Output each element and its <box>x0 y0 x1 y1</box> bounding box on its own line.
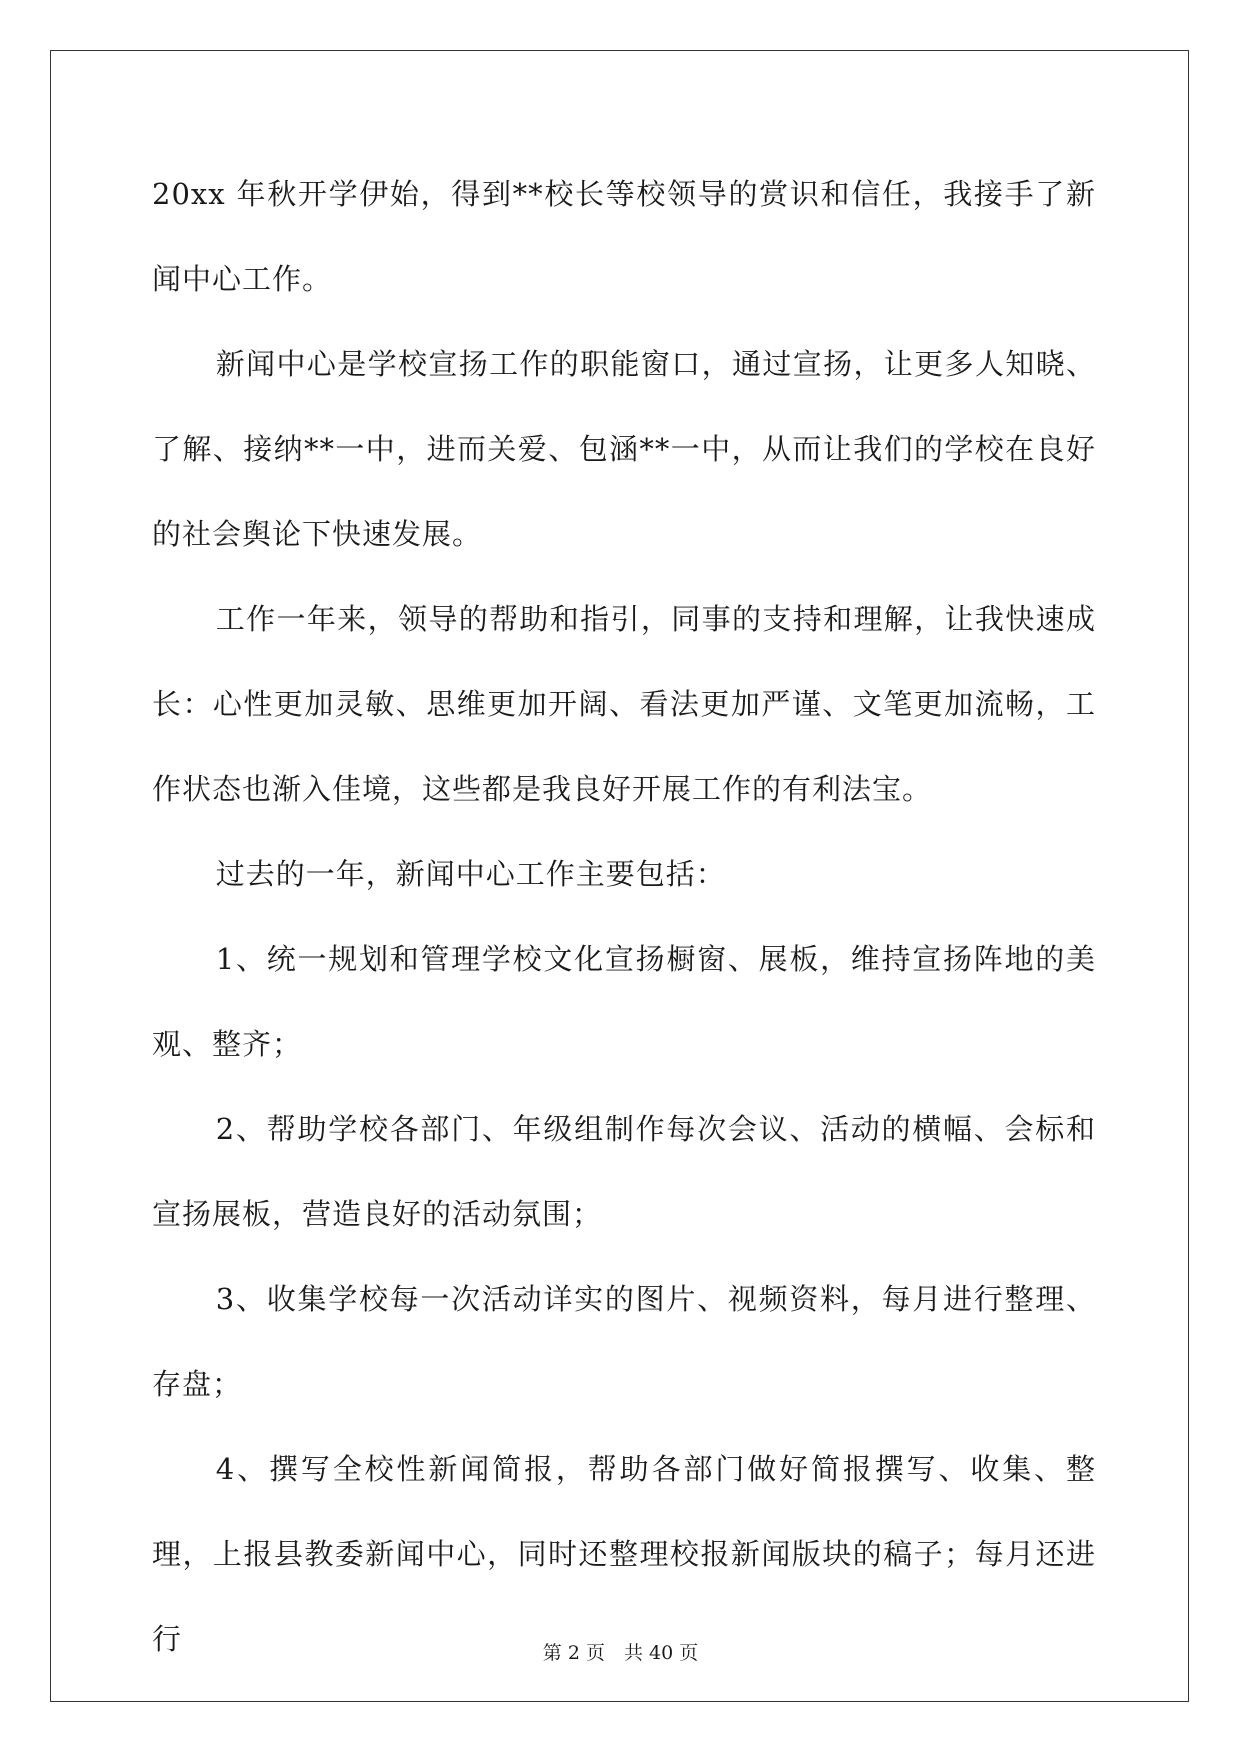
list-item-3: 3、收集学校每一次活动详实的图片、视频资料，每月进行整理、存盘； <box>152 1282 1096 1401</box>
paragraph-2: 新闻中心是学校宣扬工作的职能窗口，通过宣扬，让更多人知晓、了解、接纳**一中，进而关爱、包涵**一中，从而让我们的学校在良好的社会舆论下快速发展。 <box>152 347 1096 551</box>
list-item-1: 1、统一规划和管理学校文化宣扬橱窗、展板，维持宣扬阵地的美观、整齐； <box>152 942 1096 1061</box>
paragraph-4: 过去的一年，新闻中心工作主要包括： <box>215 857 726 891</box>
paragraph-3: 工作一年来，领导的帮助和指引，同事的支持和理解，让我快速成长：心性更加灵敏、思维更加开阔、看法更加严谨、文笔更加流畅，工作状态也渐入佳境，这些都是我良好开展工作的有利法宝。 <box>152 602 1096 806</box>
document-body <box>152 152 1096 1682</box>
list-item-4: 4、撰写全校性新闻简报，帮助各部门做好简报撰写、收集、整理，上报县教委新闻中心，同时还整理校报新闻版块的稿子；每月还进行 <box>152 1452 1096 1656</box>
paragraph-1: 20xx 年秋开学伊始，得到**校长等校领导的赏识和信任，我接手了新闻中心工作。 <box>152 177 1096 296</box>
page-number: 第 2 页 共 40 页 <box>542 1642 699 1664</box>
list-item-2: 2、帮助学校各部门、年级组制作每次会议、活动的横幅、会标和宣扬展板，营造良好的活动氛围； <box>152 1112 1096 1231</box>
